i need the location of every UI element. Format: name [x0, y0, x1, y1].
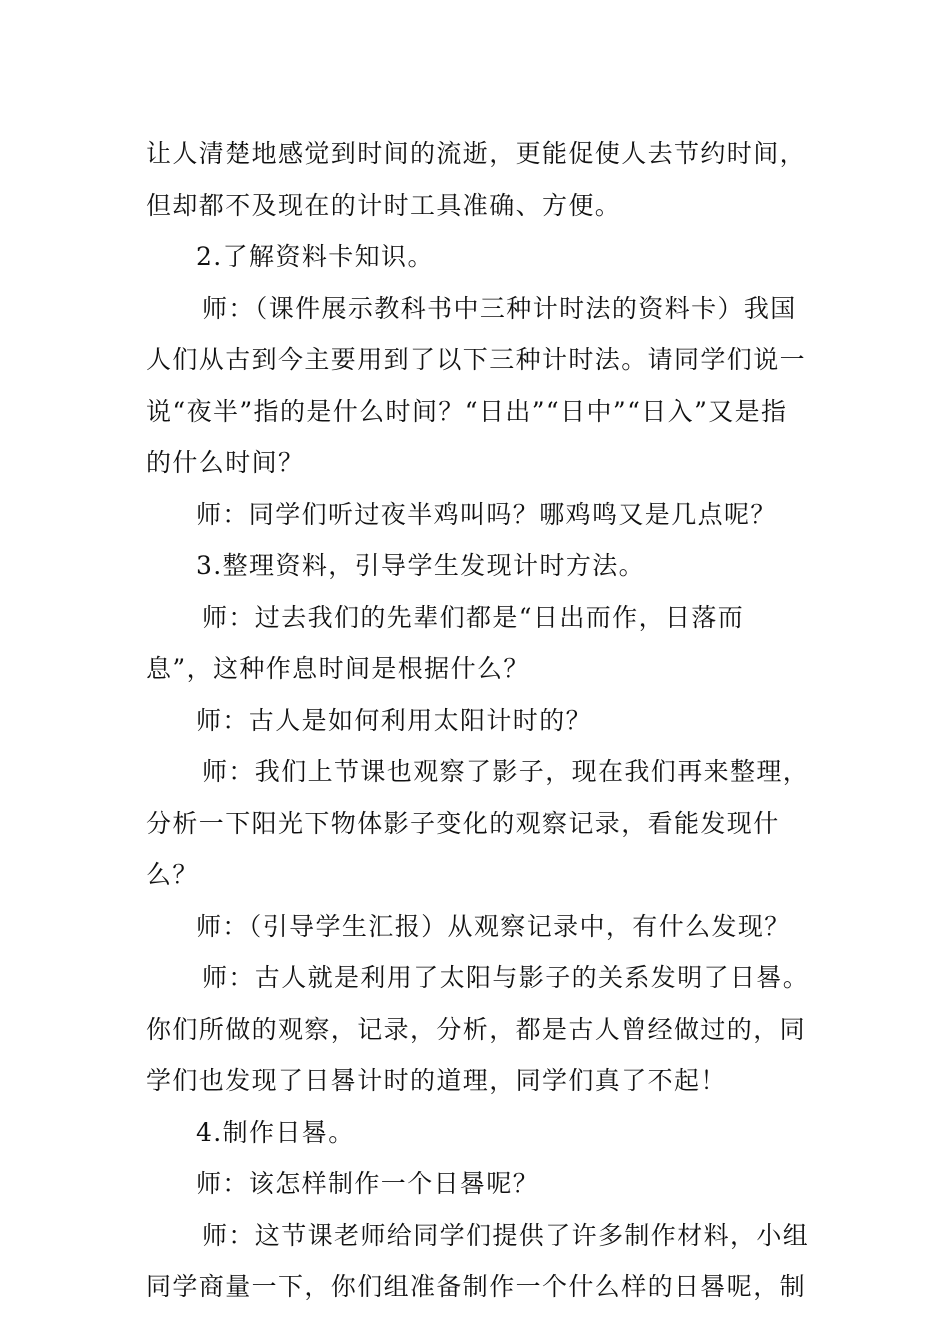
section-heading-2: 2.了解资料卡知识。 [196, 242, 434, 271]
paragraph-teacher: 师：这节课老师给同学们提供了许多制作材料，小组同学商量一下，你们组准备制作一个什么样的日晷呢，制 [146, 1220, 810, 1301]
paragraph-teacher: 师：该怎样制作一个日晷呢？ [196, 1169, 540, 1198]
section-heading-4: 4.制作日晷。 [196, 1117, 355, 1147]
paragraph-teacher: 师：我们上节课也观察了影子，现在我们再来整理，分析一下阳光下物体影子变化的观察记录，看能发现什么？ [146, 757, 810, 889]
paragraph-continuation: 让人清楚地感觉到时间的流逝，更能促使人去节约时间，但却都不及现在的计时工具准确、方便。 [146, 139, 807, 220]
paragraph-teacher: 师：同学们听过夜半鸡叫吗？哪鸡鸣又是几点呢？ [196, 499, 777, 529]
paragraph-teacher: 师：古人是如何利用太阳计时的？ [196, 705, 593, 735]
paragraph-teacher: 师：过去我们的先辈们都是“日出而作，日落而息”，这种作息时间是根据什么？ [146, 602, 745, 683]
section-heading-3: 3.整理资料，引导学生发现计时方法。 [196, 551, 646, 580]
document-body [146, 128, 810, 1313]
paragraph-teacher: 师：古人就是利用了太阳与影子的关系发明了日晷。你们所做的观察，记录，分析，都是古人曾经做过的，同学们也发现了日晷计时的道理，同学们真了不起！ [146, 963, 810, 1095]
paragraph-teacher: 师：（引导学生汇报）从观察记录中，有什么发现？ [196, 911, 791, 941]
paragraph-teacher: 师：（课件展示教科书中三种计时法的资料卡）我国人们从古到今主要用到了以下三种计时法。请同学们说一说“夜半”指的是什么时间？“日出”“日中”“日入”又是指的什么时间？ [146, 293, 807, 477]
